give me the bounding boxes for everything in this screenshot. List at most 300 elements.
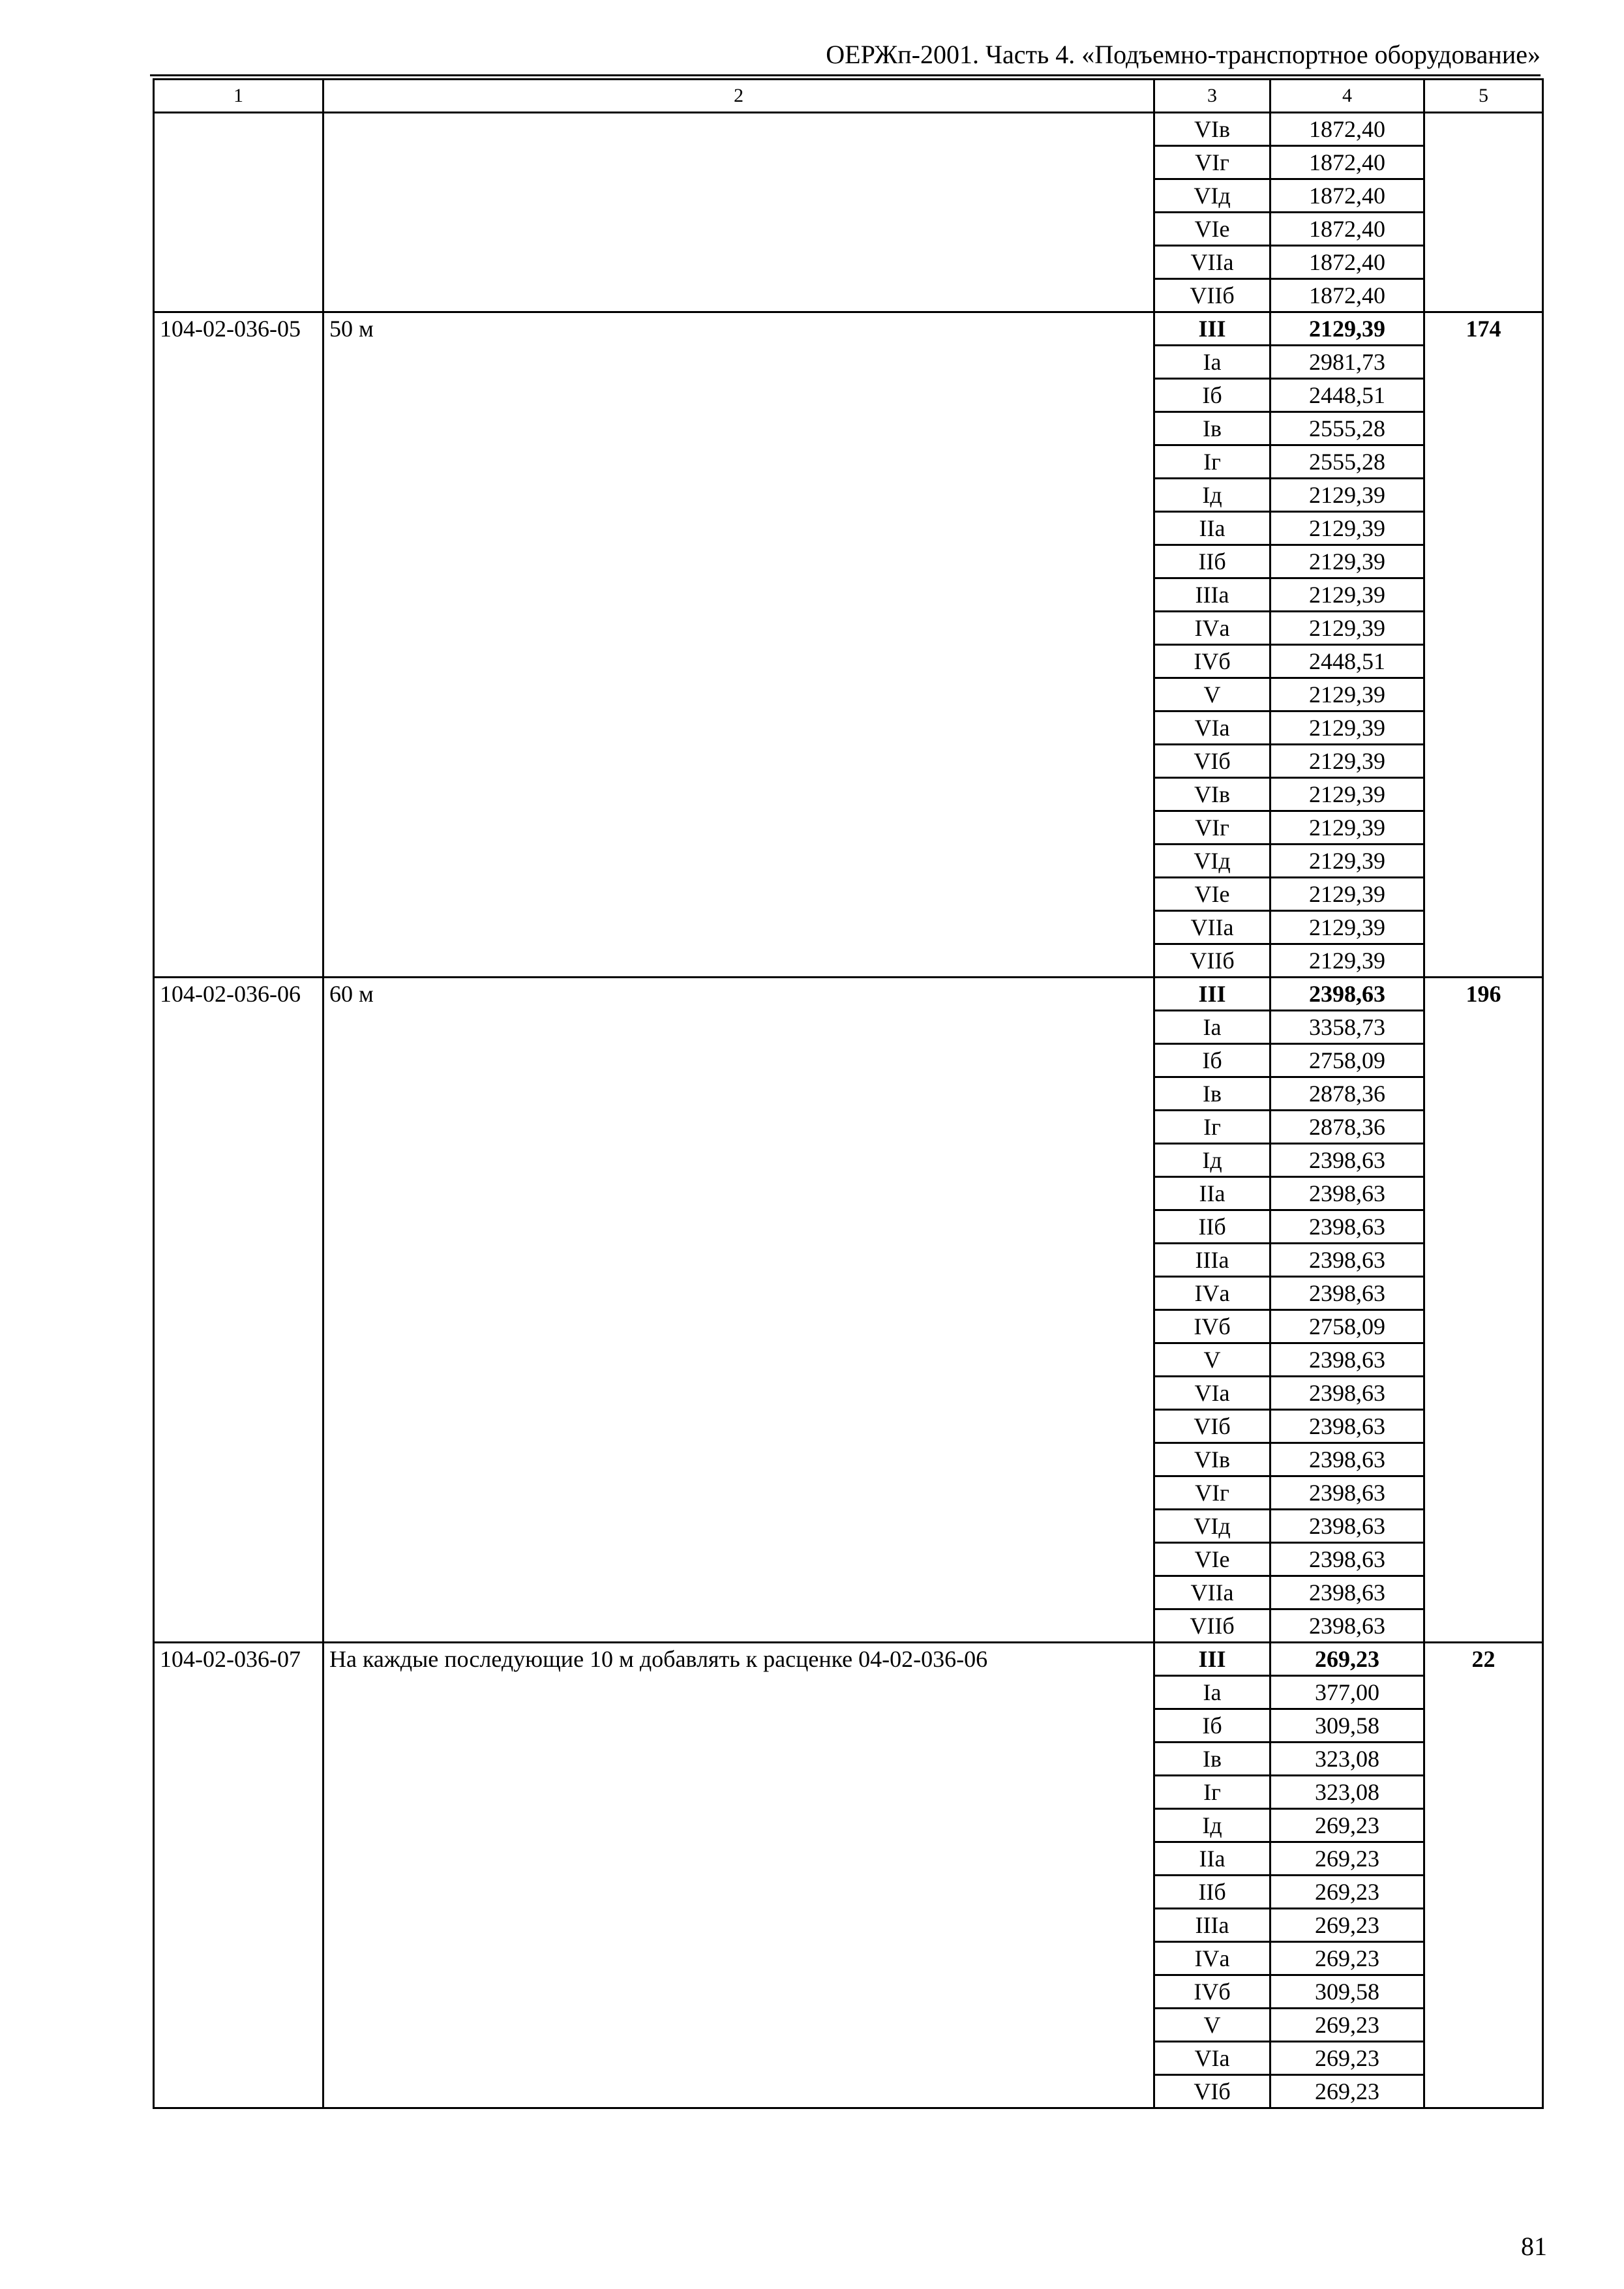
table-row <box>154 811 1543 845</box>
table-row <box>154 1277 1543 1310</box>
zone-cell: Iа <box>1154 1676 1271 1709</box>
zone-cell: VIIб <box>1154 279 1271 312</box>
table-row <box>154 512 1543 545</box>
price-cell: 1872,40 <box>1271 146 1424 179</box>
price-cell: 2129,39 <box>1271 944 1424 978</box>
table-row <box>154 1476 1543 1510</box>
name-cell <box>323 645 1154 678</box>
code-cell <box>154 346 323 379</box>
code-cell <box>154 678 323 711</box>
price-cell: 269,23 <box>1271 1643 1424 1676</box>
value-cell <box>1424 711 1543 745</box>
value-cell <box>1424 1443 1543 1476</box>
zone-cell: VIб <box>1154 2075 1271 2108</box>
zone-cell: IVа <box>1154 1277 1271 1310</box>
table-row <box>154 146 1543 179</box>
zone-cell: VIв <box>1154 113 1271 146</box>
value-cell <box>1424 1011 1543 1044</box>
price-cell: 2129,39 <box>1271 811 1424 845</box>
zone-cell: VIе <box>1154 213 1271 246</box>
zone-cell: VIа <box>1154 2042 1271 2075</box>
name-cell <box>323 1343 1154 1377</box>
price-cell: 269,23 <box>1271 1842 1424 1876</box>
code-cell <box>154 1111 323 1144</box>
code-cell <box>154 1210 323 1244</box>
name-cell <box>323 1244 1154 1277</box>
code-cell <box>154 1576 323 1609</box>
name-cell <box>323 412 1154 445</box>
page-header: ОЕРЖп-2001. Часть 4. «Подъемно-транспортное оборудование» <box>826 40 1541 69</box>
price-cell: 2129,39 <box>1271 845 1424 878</box>
code-cell <box>154 1510 323 1543</box>
name-cell <box>323 246 1154 279</box>
table-row <box>154 2042 1543 2075</box>
value-cell <box>1424 346 1543 379</box>
price-cell: 2129,39 <box>1271 578 1424 612</box>
name-cell <box>323 2042 1154 2075</box>
table-row <box>154 1011 1543 1044</box>
code-cell <box>154 878 323 911</box>
table-row <box>154 878 1543 911</box>
code-cell <box>154 1842 323 1876</box>
zone-cell: III <box>1154 1643 1271 1676</box>
name-cell <box>323 213 1154 246</box>
code-cell <box>154 645 323 678</box>
table-row <box>154 1044 1543 1077</box>
code-cell <box>154 1709 323 1743</box>
table-row <box>154 2075 1543 2108</box>
code-cell <box>154 711 323 745</box>
price-cell: 269,23 <box>1271 1942 1424 1975</box>
code-cell <box>154 1676 323 1709</box>
table-row <box>154 1210 1543 1244</box>
price-cell: 2398,63 <box>1271 1210 1424 1244</box>
table-row <box>154 1111 1543 1144</box>
code-cell <box>154 1776 323 1809</box>
table-row <box>154 1643 1543 1676</box>
table-row <box>154 1942 1543 1975</box>
code-cell <box>154 512 323 545</box>
value-cell <box>1424 878 1543 911</box>
price-cell: 2398,63 <box>1271 978 1424 1011</box>
value-cell <box>1424 1343 1543 1377</box>
zone-cell: VIд <box>1154 179 1271 213</box>
zone-cell: IVа <box>1154 612 1271 645</box>
code-cell <box>154 1077 323 1111</box>
zone-cell: VIе <box>1154 878 1271 911</box>
price-cell: 269,23 <box>1271 2075 1424 2108</box>
name-cell <box>323 1277 1154 1310</box>
price-cell: 1872,40 <box>1271 246 1424 279</box>
zone-cell: VIд <box>1154 1510 1271 1543</box>
name-cell <box>323 1044 1154 1077</box>
table-row <box>154 312 1543 346</box>
code-cell <box>154 1144 323 1177</box>
value-cell: 196 <box>1424 978 1543 1011</box>
value-cell <box>1424 1709 1543 1743</box>
price-cell: 269,23 <box>1271 1909 1424 1942</box>
table-row <box>154 645 1543 678</box>
price-cell: 2398,63 <box>1271 1144 1424 1177</box>
name-cell <box>323 1410 1154 1443</box>
zone-cell: VIIа <box>1154 1576 1271 1609</box>
zone-cell: IIа <box>1154 1842 1271 1876</box>
value-cell <box>1424 279 1543 312</box>
zone-cell: Iд <box>1154 1809 1271 1842</box>
value-cell <box>1424 1476 1543 1510</box>
value-cell <box>1424 1310 1543 1343</box>
code-cell <box>154 745 323 778</box>
table-row <box>154 1244 1543 1277</box>
name-cell <box>323 445 1154 479</box>
table-row <box>154 944 1543 978</box>
name-cell: 50 м <box>323 312 1154 346</box>
table-row <box>154 179 1543 213</box>
price-cell: 2129,39 <box>1271 479 1424 512</box>
table-row <box>154 1609 1543 1643</box>
code-cell <box>154 1044 323 1077</box>
code-cell <box>154 1410 323 1443</box>
value-cell <box>1424 1776 1543 1809</box>
value-cell <box>1424 1277 1543 1310</box>
table-row <box>154 1543 1543 1576</box>
code-cell <box>154 1377 323 1410</box>
name-cell <box>323 279 1154 312</box>
price-cell: 2129,39 <box>1271 678 1424 711</box>
code-cell <box>154 2009 323 2042</box>
name-cell <box>323 113 1154 146</box>
price-cell: 2398,63 <box>1271 1510 1424 1543</box>
zone-cell: IIIа <box>1154 1244 1271 1277</box>
code-cell <box>154 1310 323 1343</box>
code-cell <box>154 845 323 878</box>
column-number-row <box>154 80 1543 113</box>
zone-cell: VIв <box>1154 1443 1271 1476</box>
name-cell <box>323 179 1154 213</box>
value-cell <box>1424 1111 1543 1144</box>
price-cell: 2981,73 <box>1271 346 1424 379</box>
value-cell <box>1424 1510 1543 1543</box>
table-row <box>154 1310 1543 1343</box>
value-cell: 174 <box>1424 312 1543 346</box>
zone-cell: VIг <box>1154 146 1271 179</box>
price-cell: 2878,36 <box>1271 1077 1424 1111</box>
value-cell <box>1424 512 1543 545</box>
code-cell <box>154 213 323 246</box>
code-cell <box>154 1277 323 1310</box>
name-cell <box>323 612 1154 645</box>
code-cell <box>154 911 323 944</box>
price-cell: 2878,36 <box>1271 1111 1424 1144</box>
value-cell <box>1424 1543 1543 1576</box>
zone-cell: III <box>1154 312 1271 346</box>
zone-cell: VIе <box>1154 1543 1271 1576</box>
value-cell <box>1424 1044 1543 1077</box>
price-cell: 2398,63 <box>1271 1476 1424 1510</box>
zone-cell: Iб <box>1154 1044 1271 1077</box>
table-row <box>154 1144 1543 1177</box>
name-cell: На каждые последующие 10 м добавлять к расценке 04-02-036-06 <box>323 1643 1154 1676</box>
code-cell <box>154 1809 323 1842</box>
zone-cell: IIб <box>1154 1876 1271 1909</box>
value-cell <box>1424 778 1543 811</box>
zone-cell: VIа <box>1154 1377 1271 1410</box>
code-cell <box>154 1975 323 2009</box>
name-cell <box>323 578 1154 612</box>
code-cell <box>154 1476 323 1510</box>
name-cell <box>323 2009 1154 2042</box>
zone-cell: Iв <box>1154 1077 1271 1111</box>
name-cell: 60 м <box>323 978 1154 1011</box>
price-cell: 2398,63 <box>1271 1343 1424 1377</box>
zone-cell: VIIб <box>1154 944 1271 978</box>
name-cell <box>323 1942 1154 1975</box>
value-cell <box>1424 1210 1543 1244</box>
table-row <box>154 2009 1543 2042</box>
table-row <box>154 246 1543 279</box>
code-cell: 104-02-036-06 <box>154 978 323 1011</box>
table-row <box>154 213 1543 246</box>
zone-cell: VIд <box>1154 845 1271 878</box>
table-row <box>154 911 1543 944</box>
code-cell <box>154 445 323 479</box>
table-row <box>154 1809 1543 1842</box>
value-cell <box>1424 1676 1543 1709</box>
value-cell <box>1424 612 1543 645</box>
price-cell: 269,23 <box>1271 1876 1424 1909</box>
zone-cell: IIб <box>1154 545 1271 578</box>
value-cell <box>1424 1177 1543 1210</box>
price-cell: 2398,63 <box>1271 1576 1424 1609</box>
code-cell <box>154 279 323 312</box>
zone-cell: Iг <box>1154 445 1271 479</box>
value-cell <box>1424 146 1543 179</box>
table-row <box>154 1177 1543 1210</box>
value-cell <box>1424 479 1543 512</box>
name-cell <box>323 1909 1154 1942</box>
price-cell: 2398,63 <box>1271 1543 1424 1576</box>
price-cell: 2398,63 <box>1271 1277 1424 1310</box>
code-cell: 104-02-036-07 <box>154 1643 323 1676</box>
value-cell <box>1424 1244 1543 1277</box>
zone-cell: IIа <box>1154 1177 1271 1210</box>
name-cell <box>323 711 1154 745</box>
table-row <box>154 578 1543 612</box>
price-cell: 2129,39 <box>1271 312 1424 346</box>
zone-cell: Iб <box>1154 379 1271 412</box>
price-cell: 269,23 <box>1271 1809 1424 1842</box>
zone-cell: Iг <box>1154 1776 1271 1809</box>
zone-cell: IVб <box>1154 645 1271 678</box>
value-cell <box>1424 1743 1543 1776</box>
name-cell <box>323 1011 1154 1044</box>
value-cell <box>1424 1576 1543 1609</box>
code-cell <box>154 412 323 445</box>
value-cell <box>1424 645 1543 678</box>
zone-cell: Iг <box>1154 1111 1271 1144</box>
zone-cell: VIIа <box>1154 246 1271 279</box>
price-cell: 2398,63 <box>1271 1177 1424 1210</box>
name-cell <box>323 1077 1154 1111</box>
code-cell <box>154 612 323 645</box>
name-cell <box>323 379 1154 412</box>
price-cell: 2448,51 <box>1271 645 1424 678</box>
table-row <box>154 1709 1543 1743</box>
price-cell: 323,08 <box>1271 1776 1424 1809</box>
zone-cell: IVб <box>1154 1310 1271 1343</box>
name-cell <box>323 512 1154 545</box>
table-row <box>154 978 1543 1011</box>
code-cell <box>154 2042 323 2075</box>
name-cell <box>323 1510 1154 1543</box>
price-cell: 2758,09 <box>1271 1044 1424 1077</box>
table-row <box>154 1576 1543 1609</box>
table-row <box>154 1842 1543 1876</box>
price-cell: 1872,40 <box>1271 279 1424 312</box>
name-cell <box>323 1377 1154 1410</box>
code-cell <box>154 1177 323 1210</box>
name-cell <box>323 2075 1154 2108</box>
zone-cell: IIб <box>1154 1210 1271 1244</box>
page-number: 81 <box>1521 2232 1547 2261</box>
code-cell <box>154 1609 323 1643</box>
value-cell: 22 <box>1424 1643 1543 1676</box>
price-cell: 2129,39 <box>1271 745 1424 778</box>
column-number: 2 <box>323 80 1154 113</box>
price-table <box>153 78 1544 2109</box>
value-cell <box>1424 179 1543 213</box>
table-row <box>154 1676 1543 1709</box>
value-cell <box>1424 578 1543 612</box>
value-cell <box>1424 745 1543 778</box>
code-cell <box>154 778 323 811</box>
code-cell <box>154 1876 323 1909</box>
value-cell <box>1424 1077 1543 1111</box>
value-cell <box>1424 1609 1543 1643</box>
price-cell: 2398,63 <box>1271 1244 1424 1277</box>
zone-cell: VIб <box>1154 1410 1271 1443</box>
value-cell <box>1424 2042 1543 2075</box>
table-row <box>154 1343 1543 1377</box>
column-number: 1 <box>154 80 323 113</box>
table-row <box>154 711 1543 745</box>
price-cell: 2129,39 <box>1271 612 1424 645</box>
table-row <box>154 379 1543 412</box>
name-cell <box>323 1443 1154 1476</box>
price-cell: 2129,39 <box>1271 911 1424 944</box>
name-cell <box>323 911 1154 944</box>
name-cell <box>323 1709 1154 1743</box>
value-cell <box>1424 1909 1543 1942</box>
table-row <box>154 279 1543 312</box>
price-cell: 1872,40 <box>1271 179 1424 213</box>
value-cell <box>1424 2009 1543 2042</box>
value-cell <box>1424 1809 1543 1842</box>
code-cell <box>154 146 323 179</box>
column-number: 3 <box>1154 80 1271 113</box>
price-cell: 1872,40 <box>1271 213 1424 246</box>
value-cell <box>1424 1975 1543 2009</box>
table-row <box>154 1743 1543 1776</box>
table-row <box>154 1776 1543 1809</box>
value-cell <box>1424 678 1543 711</box>
price-cell: 2398,63 <box>1271 1410 1424 1443</box>
code-cell <box>154 2075 323 2108</box>
name-cell <box>323 1676 1154 1709</box>
zone-cell: III <box>1154 978 1271 1011</box>
name-cell <box>323 545 1154 578</box>
price-cell: 309,58 <box>1271 1975 1424 2009</box>
value-cell <box>1424 1876 1543 1909</box>
value-cell <box>1424 246 1543 279</box>
name-cell <box>323 1842 1154 1876</box>
price-cell: 377,00 <box>1271 1676 1424 1709</box>
code-cell <box>154 1543 323 1576</box>
price-cell: 1872,40 <box>1271 113 1424 146</box>
price-cell: 2129,39 <box>1271 512 1424 545</box>
value-cell <box>1424 1377 1543 1410</box>
header-rule <box>150 74 1541 76</box>
name-cell <box>323 1210 1154 1244</box>
value-cell <box>1424 845 1543 878</box>
value-cell <box>1424 1410 1543 1443</box>
code-cell <box>154 1909 323 1942</box>
table-row <box>154 346 1543 379</box>
name-cell <box>323 778 1154 811</box>
zone-cell: Iд <box>1154 479 1271 512</box>
name-cell <box>323 878 1154 911</box>
value-cell <box>1424 379 1543 412</box>
value-cell <box>1424 944 1543 978</box>
code-cell <box>154 811 323 845</box>
code-cell <box>154 1011 323 1044</box>
zone-cell: VIв <box>1154 778 1271 811</box>
table-row <box>154 745 1543 778</box>
column-number: 4 <box>1271 80 1424 113</box>
price-table-body <box>154 80 1543 2108</box>
zone-cell: Iв <box>1154 1743 1271 1776</box>
table-row <box>154 845 1543 878</box>
table-row <box>154 1443 1543 1476</box>
name-cell <box>323 1310 1154 1343</box>
table-row <box>154 612 1543 645</box>
zone-cell: VIг <box>1154 811 1271 845</box>
name-cell <box>323 146 1154 179</box>
code-cell <box>154 113 323 146</box>
table-row <box>154 1975 1543 2009</box>
zone-cell: Iв <box>1154 412 1271 445</box>
name-cell <box>323 745 1154 778</box>
code-cell <box>154 246 323 279</box>
price-cell: 2129,39 <box>1271 878 1424 911</box>
price-cell: 269,23 <box>1271 2009 1424 2042</box>
zone-cell: IVа <box>1154 1942 1271 1975</box>
value-cell <box>1424 213 1543 246</box>
table-row <box>154 445 1543 479</box>
code-cell: 104-02-036-05 <box>154 312 323 346</box>
table-row <box>154 678 1543 711</box>
name-cell <box>323 1177 1154 1210</box>
table-row <box>154 1876 1543 1909</box>
name-cell <box>323 1743 1154 1776</box>
price-cell: 3358,73 <box>1271 1011 1424 1044</box>
table-row <box>154 545 1543 578</box>
zone-cell: Iд <box>1154 1144 1271 1177</box>
table-row <box>154 479 1543 512</box>
name-cell <box>323 1609 1154 1643</box>
table-row <box>154 1510 1543 1543</box>
code-cell <box>154 1343 323 1377</box>
